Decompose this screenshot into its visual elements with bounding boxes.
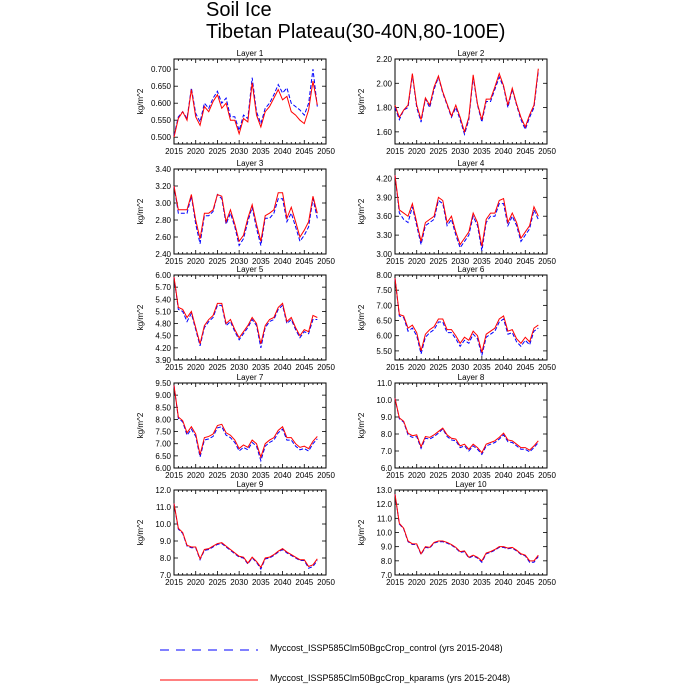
x-tick-label: 2020 bbox=[186, 471, 205, 480]
x-tick-label: 2015 bbox=[386, 471, 404, 480]
panel-title: Layer 5 bbox=[236, 265, 264, 274]
plot-frame bbox=[174, 275, 326, 360]
y-axis-label: kg/m^2 bbox=[357, 519, 366, 546]
panel-title: Layer 6 bbox=[457, 265, 485, 274]
y-axis-label: kg/m^2 bbox=[136, 519, 145, 546]
y-tick-label: 5.10 bbox=[155, 307, 171, 317]
x-tick-label: 2040 bbox=[273, 363, 292, 372]
x-tick-label: 2040 bbox=[273, 578, 292, 587]
plot-frame bbox=[395, 383, 547, 468]
y-tick-label: 7.0 bbox=[380, 447, 392, 456]
y-tick-label: 8.00 bbox=[155, 415, 171, 425]
series-line-kparams bbox=[174, 277, 317, 344]
series-line-control bbox=[174, 277, 317, 348]
series-line-kparams bbox=[395, 175, 538, 246]
x-tick-label: 2035 bbox=[472, 363, 491, 372]
y-tick-label: 9.00 bbox=[155, 391, 171, 401]
y-tick-label: 3.20 bbox=[155, 182, 171, 191]
x-tick-label: 2025 bbox=[208, 147, 227, 156]
y-tick-label: 5.40 bbox=[155, 295, 171, 305]
panel-title: Layer 3 bbox=[236, 159, 264, 168]
series-line-kparams bbox=[174, 186, 317, 241]
y-tick-label: 3.90 bbox=[155, 356, 171, 365]
legend-label-control: Myccost_ISSP585Clm50BgcCrop_control (yrs 2015-2048) bbox=[270, 643, 503, 653]
y-tick-label: 4.80 bbox=[155, 319, 171, 329]
y-tick-label: 8.0 bbox=[380, 556, 392, 566]
x-tick-label: 2050 bbox=[317, 471, 335, 480]
y-tick-label: 8.0 bbox=[380, 430, 392, 439]
y-tick-label: 0.700 bbox=[150, 65, 171, 75]
x-tick-label: 2020 bbox=[186, 363, 205, 372]
x-tick-label: 2040 bbox=[494, 147, 513, 156]
x-tick-label: 2030 bbox=[230, 147, 249, 156]
x-tick-label: 2045 bbox=[295, 147, 314, 156]
y-tick-label: 3.00 bbox=[155, 199, 171, 208]
x-tick-label: 2050 bbox=[538, 471, 556, 480]
y-tick-label: 2.80 bbox=[155, 216, 171, 225]
x-tick-label: 2015 bbox=[386, 147, 404, 156]
x-tick-label: 2015 bbox=[165, 471, 183, 480]
y-tick-label: 8.00 bbox=[376, 271, 392, 280]
y-tick-label: 9.50 bbox=[155, 379, 171, 388]
x-tick-label: 2050 bbox=[538, 363, 556, 372]
x-tick-label: 2035 bbox=[251, 147, 270, 156]
y-axis-label: kg/m^2 bbox=[136, 412, 145, 439]
y-tick-label: 6.50 bbox=[376, 316, 392, 326]
x-tick-label: 2050 bbox=[317, 363, 335, 372]
series-line-kparams bbox=[174, 81, 317, 137]
x-tick-label: 2025 bbox=[429, 578, 448, 587]
y-tick-label: 3.90 bbox=[376, 193, 392, 203]
x-tick-label: 2040 bbox=[494, 257, 513, 266]
y-tick-label: 7.50 bbox=[376, 286, 392, 296]
y-tick-label: 11.0 bbox=[377, 379, 392, 388]
y-tick-label: 12.0 bbox=[155, 486, 171, 495]
chart-panel-9 bbox=[136, 480, 335, 587]
y-tick-label: 10.0 bbox=[376, 528, 392, 538]
y-tick-label: 11.0 bbox=[156, 503, 171, 512]
x-tick-label: 2025 bbox=[429, 257, 448, 266]
y-tick-label: 6.00 bbox=[376, 331, 392, 341]
x-tick-label: 2035 bbox=[251, 257, 270, 266]
series-line-control bbox=[395, 278, 538, 355]
legend-label-kparams: Myccost_ISSP585Clm50BgcCrop_kparams (yrs 2015-2048) bbox=[270, 673, 511, 683]
x-tick-label: 2040 bbox=[273, 147, 292, 156]
x-tick-label: 2030 bbox=[451, 471, 470, 480]
y-tick-label: 7.00 bbox=[376, 301, 392, 311]
x-tick-label: 2020 bbox=[186, 147, 205, 156]
x-tick-label: 2020 bbox=[407, 578, 426, 587]
x-tick-label: 2015 bbox=[165, 363, 183, 372]
y-tick-label: 1.60 bbox=[376, 127, 392, 137]
x-tick-label: 2050 bbox=[538, 578, 556, 587]
series-line-control bbox=[174, 186, 317, 246]
y-axis-label: kg/m^2 bbox=[357, 412, 366, 439]
y-tick-label: 3.00 bbox=[376, 250, 392, 259]
y-tick-label: 9.0 bbox=[159, 537, 171, 546]
panel-title: Layer 2 bbox=[457, 49, 485, 58]
x-tick-label: 2025 bbox=[208, 578, 227, 587]
y-tick-label: 11.0 bbox=[377, 514, 392, 524]
chart-panel-3 bbox=[136, 159, 335, 266]
x-tick-label: 2045 bbox=[516, 578, 535, 587]
chart-panel-6 bbox=[357, 265, 556, 372]
y-tick-label: 4.20 bbox=[155, 343, 171, 353]
y-tick-label: 6.0 bbox=[380, 464, 392, 473]
plot-frame bbox=[395, 169, 547, 254]
x-tick-label: 2050 bbox=[317, 147, 335, 156]
y-tick-label: 4.50 bbox=[155, 331, 171, 341]
x-tick-label: 2035 bbox=[472, 257, 491, 266]
y-axis-label: kg/m^2 bbox=[136, 88, 145, 115]
y-tick-label: 0.600 bbox=[150, 99, 171, 109]
series-line-control bbox=[174, 69, 317, 135]
x-tick-label: 2020 bbox=[407, 257, 426, 266]
x-tick-label: 2035 bbox=[251, 363, 270, 372]
chart-panel-4 bbox=[357, 159, 556, 266]
series-line-control bbox=[395, 175, 538, 251]
panel-title: Layer 9 bbox=[236, 480, 264, 489]
series-line-kparams bbox=[174, 504, 317, 568]
y-tick-label: 3.30 bbox=[376, 231, 392, 241]
y-tick-label: 7.0 bbox=[380, 571, 392, 580]
x-tick-label: 2030 bbox=[451, 257, 470, 266]
y-tick-label: 8.0 bbox=[159, 554, 171, 563]
x-tick-label: 2015 bbox=[165, 578, 183, 587]
panel-title: Layer 4 bbox=[457, 159, 485, 168]
x-tick-label: 2050 bbox=[538, 257, 556, 266]
y-axis-label: kg/m^2 bbox=[136, 304, 145, 331]
y-axis-label: kg/m^2 bbox=[357, 88, 366, 115]
chart-panel-8 bbox=[357, 373, 556, 480]
y-tick-label: 0.550 bbox=[150, 116, 171, 126]
chart-panel-2 bbox=[357, 49, 556, 156]
panel-title: Layer 8 bbox=[457, 373, 485, 382]
chart-panel-5 bbox=[136, 265, 335, 372]
figure-subtitle: Tibetan Plateau(30-40N,80-100E) bbox=[206, 21, 506, 43]
x-tick-label: 2020 bbox=[186, 578, 205, 587]
y-tick-label: 7.00 bbox=[155, 439, 171, 449]
x-tick-label: 2025 bbox=[208, 363, 227, 372]
y-tick-label: 13.0 bbox=[376, 486, 392, 495]
x-tick-label: 2040 bbox=[494, 363, 513, 372]
y-tick-label: 7.50 bbox=[155, 427, 171, 437]
x-tick-label: 2030 bbox=[230, 578, 249, 587]
x-tick-label: 2025 bbox=[429, 147, 448, 156]
x-tick-label: 2030 bbox=[451, 363, 470, 372]
y-tick-label: 10.0 bbox=[376, 396, 392, 405]
x-tick-label: 2015 bbox=[386, 257, 404, 266]
x-tick-label: 2045 bbox=[295, 363, 314, 372]
figure-title: Soil Ice bbox=[206, 0, 272, 21]
x-tick-label: 2050 bbox=[317, 578, 335, 587]
x-tick-label: 2040 bbox=[494, 471, 513, 480]
series-line-kparams bbox=[395, 494, 538, 561]
y-tick-label: 2.60 bbox=[155, 233, 171, 242]
x-tick-label: 2025 bbox=[429, 363, 448, 372]
x-tick-label: 2045 bbox=[516, 147, 535, 156]
x-tick-label: 2030 bbox=[451, 147, 470, 156]
x-tick-label: 2045 bbox=[516, 257, 535, 266]
x-tick-label: 2040 bbox=[273, 471, 292, 480]
x-tick-label: 2035 bbox=[251, 578, 270, 587]
x-tick-label: 2045 bbox=[516, 363, 535, 372]
y-tick-label: 0.650 bbox=[150, 82, 171, 92]
x-tick-label: 2035 bbox=[472, 471, 491, 480]
y-axis-label: kg/m^2 bbox=[357, 304, 366, 331]
x-tick-label: 2040 bbox=[273, 257, 292, 266]
x-tick-label: 2015 bbox=[165, 257, 183, 266]
chart-panel-7 bbox=[136, 373, 335, 480]
x-tick-label: 2035 bbox=[472, 578, 491, 587]
x-tick-label: 2030 bbox=[451, 578, 470, 587]
series-line-control bbox=[395, 494, 538, 562]
x-tick-label: 2035 bbox=[251, 471, 270, 480]
x-tick-label: 2015 bbox=[386, 578, 404, 587]
x-tick-label: 2025 bbox=[429, 471, 448, 480]
y-tick-label: 1.80 bbox=[376, 103, 392, 113]
y-tick-label: 2.20 bbox=[376, 55, 392, 64]
x-tick-label: 2030 bbox=[230, 363, 249, 372]
series-line-kparams bbox=[395, 398, 538, 452]
x-tick-label: 2025 bbox=[208, 471, 227, 480]
y-tick-label: 12.0 bbox=[376, 500, 392, 510]
panel-title: Layer 10 bbox=[455, 480, 487, 489]
y-tick-label: 7.0 bbox=[159, 571, 171, 580]
plot-frame bbox=[174, 383, 326, 468]
x-tick-label: 2035 bbox=[472, 147, 491, 156]
panel-title: Layer 1 bbox=[236, 49, 264, 58]
x-tick-label: 2030 bbox=[230, 471, 249, 480]
y-tick-label: 5.70 bbox=[155, 283, 171, 293]
x-tick-label: 2030 bbox=[230, 257, 249, 266]
series-line-control bbox=[174, 385, 317, 460]
y-axis-label: kg/m^2 bbox=[136, 198, 145, 225]
x-tick-label: 2020 bbox=[186, 257, 205, 266]
y-tick-label: 8.50 bbox=[155, 403, 171, 413]
plot-frame bbox=[395, 275, 547, 360]
y-tick-label: 6.00 bbox=[155, 271, 171, 280]
x-tick-label: 2020 bbox=[407, 471, 426, 480]
y-tick-label: 6.50 bbox=[155, 451, 171, 461]
y-tick-label: 2.40 bbox=[155, 250, 171, 259]
series-line-control bbox=[174, 504, 317, 569]
x-tick-label: 2020 bbox=[407, 147, 426, 156]
series-line-kparams bbox=[395, 69, 538, 132]
y-tick-label: 0.500 bbox=[150, 133, 171, 143]
y-tick-label: 6.00 bbox=[155, 464, 171, 473]
x-tick-label: 2050 bbox=[538, 147, 556, 156]
y-tick-label: 2.00 bbox=[376, 79, 392, 89]
x-tick-label: 2045 bbox=[516, 471, 535, 480]
x-tick-label: 2040 bbox=[494, 578, 513, 587]
y-tick-label: 9.0 bbox=[380, 413, 392, 422]
plot-frame bbox=[174, 490, 326, 575]
x-tick-label: 2025 bbox=[208, 257, 227, 266]
y-tick-label: 3.40 bbox=[155, 165, 171, 174]
x-tick-label: 2050 bbox=[317, 257, 335, 266]
chart-panel-1 bbox=[136, 49, 335, 156]
plot-frame bbox=[395, 490, 547, 575]
x-tick-label: 2045 bbox=[295, 578, 314, 587]
x-tick-label: 2015 bbox=[386, 363, 404, 372]
chart-panel-10 bbox=[357, 480, 556, 587]
x-tick-label: 2015 bbox=[165, 147, 183, 156]
x-tick-label: 2020 bbox=[407, 363, 426, 372]
x-tick-label: 2045 bbox=[295, 471, 314, 480]
y-tick-label: 9.0 bbox=[380, 542, 392, 552]
y-tick-label: 10.0 bbox=[155, 520, 171, 529]
y-axis-label: kg/m^2 bbox=[357, 198, 366, 225]
y-tick-label: 3.60 bbox=[376, 212, 392, 222]
y-tick-label: 5.50 bbox=[376, 346, 392, 356]
y-tick-label: 4.20 bbox=[376, 174, 392, 184]
x-tick-label: 2045 bbox=[295, 257, 314, 266]
panel-title: Layer 7 bbox=[236, 373, 264, 382]
